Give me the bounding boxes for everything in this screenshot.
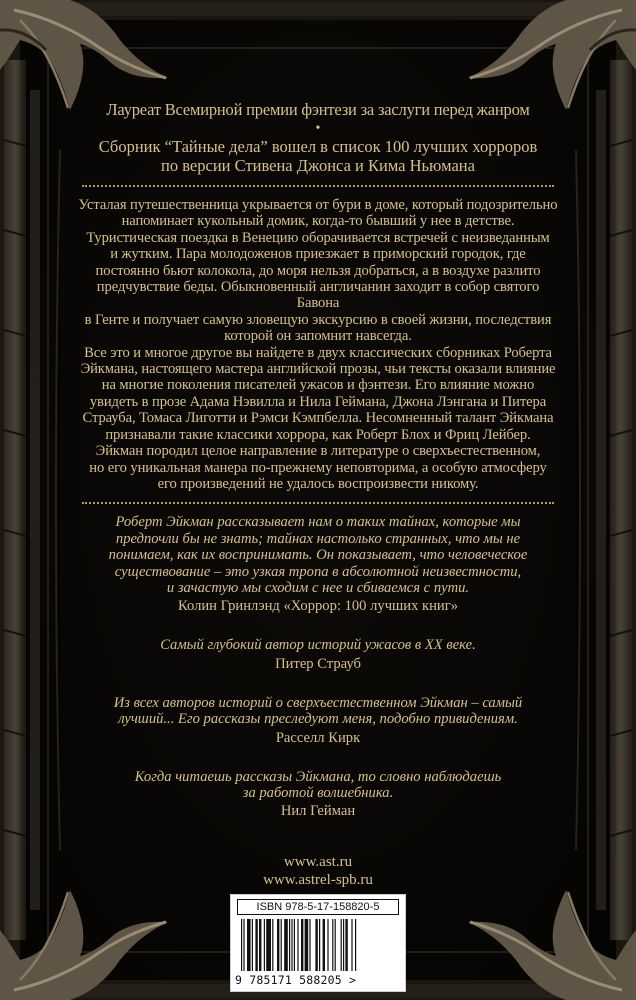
barcode-bar [341, 919, 342, 971]
barcode-bar [284, 919, 288, 971]
text-line: и жутким. Пара молодоженов приезжает в приморский городок, где [110, 246, 526, 263]
quote-line: существование – это узкая тропа в абсолютной неизвестности, [114, 563, 522, 580]
barcode-bar [301, 919, 303, 971]
quote-source: Колин Гринлэнд «Хоррор: 100 лучших книг» [177, 598, 459, 615]
quote-line: Когда читаешь рассказы Эйкмана, то словно наблюдаешь [134, 768, 502, 785]
quote-line: лучший... Его рассказы преследуют меня, подобно привидениям. [118, 711, 518, 728]
quote-line: за работой волшебника. [242, 784, 394, 801]
text-line: напоминает кукольный домик, когда-то бывший у нее в детстве. [121, 213, 515, 230]
award-line: Лауреат Всемирной премии фэнтези за заслуги перед жанром [106, 100, 530, 119]
barcode-panel [230, 894, 406, 992]
text-line: его произведений не удалось воспроизвести никому. [157, 475, 479, 492]
barcode-bar [289, 919, 290, 971]
barcode-bar [305, 919, 309, 971]
isbn-label: ISBN 978-5-17-158820-5 [237, 899, 399, 915]
quote-straub [78, 637, 558, 672]
quote-source: Расселл Кирк [275, 729, 361, 746]
barcode-bar [294, 919, 295, 971]
barcode-digits: 9 785171 588205 > [235, 973, 357, 987]
barcode-bar [291, 919, 292, 971]
top100-line-2: по версии Стивена Джонса и Кима Ньюмана [161, 156, 475, 175]
text-line: Страуба, Томаса Лиготти и Рэмси Кэмпбелла. Несомненный талант Эйкмана [82, 410, 554, 427]
description-paragraph-1 [78, 197, 558, 345]
dotted-divider [82, 502, 554, 504]
quote-line: и зачастую мы сходим с нее и сбиваемся с пути. [166, 579, 470, 596]
bullet-separator: • [315, 121, 321, 136]
barcode-bar [343, 919, 344, 971]
top100-line-1: Сборник “Тайные дела” вошел в список 100 лучших хорроров [98, 137, 538, 156]
text-line: на многие поколения писателей ужасов и фэнтези. Его влияние можно [101, 377, 535, 394]
quote-kirk [78, 695, 558, 747]
claw-bottom-left-icon [0, 880, 170, 1000]
text-line: Туристическая поездка в Венецию оборачивается встречей с неизведанным [86, 229, 550, 246]
quote-line: Самый глубокий автор историй ужасов в XX веке. [160, 637, 476, 654]
barcode-bar [297, 919, 298, 971]
quote-source: Питер Страуб [275, 655, 361, 672]
barcode-bar [243, 919, 244, 971]
text-line: Эйкмана, настоящего мастера английской прозы, чьи тексты оказали влияние [80, 361, 556, 378]
text-line: но его уникальная манера по-прежнему неповторима, а особую атмосферу [89, 459, 547, 476]
barcode-bar [272, 919, 273, 971]
quote-source: Нил Гейман [280, 803, 356, 820]
text-line: увидеть в прозе Адама Нэвилла и Нила Геймана, Джона Лэнгана и Питера [89, 393, 547, 410]
quote-greenland [78, 514, 558, 615]
barcode-bar [241, 919, 242, 971]
barcode-bar [319, 919, 320, 971]
text-line: Эйкман породил целое направление в литературе о сверхъестественном, [95, 443, 541, 460]
quote-line: Из всех авторов историй о сверхъестественном Эйкман – самый [113, 694, 523, 711]
barcode-bar [345, 919, 347, 971]
description-paragraph-2 [78, 345, 558, 493]
publisher-websites [0, 853, 636, 889]
barcode-bar [309, 919, 310, 971]
barcode-bar [266, 919, 271, 971]
barcode-bar [247, 919, 251, 971]
barcode-bar [323, 919, 325, 971]
quote-line: предпочли бы не знать; тайнах настолько странных, что мы не [115, 530, 521, 547]
barcode-bar [255, 919, 257, 971]
text-line: Все это и многое другое вы найдете в двух классических сборниках Роберта [84, 344, 552, 361]
right-bone-border [596, 60, 632, 940]
barcode-icon [239, 919, 399, 971]
claw-bottom-right-icon [466, 880, 636, 1000]
quote-line: Роберт Эйкман рассказывает нам о таких тайнах, которые мы [115, 514, 521, 531]
text-line: постоянно бьют колокола, до моря нельзя добраться, а в воздухе разлито [95, 262, 541, 279]
barcode-bar [264, 919, 265, 971]
dotted-divider [82, 185, 554, 187]
barcode-bar [351, 919, 352, 971]
text-line: признавали такие классики хоррора, как Роберт Блох и Фриц Лейбер. [105, 426, 531, 443]
text-line: Усталая путешественница укрывается от бури в доме, который подозрительно [78, 197, 558, 213]
text-line: которой он запомнит навсегда. [224, 328, 412, 345]
barcode-bar [315, 919, 317, 971]
quote-line: понимаем, как их воспринимать. Он показывает, что человеческое [108, 547, 528, 564]
barcode-bar [277, 919, 279, 971]
cover-text [78, 100, 558, 820]
barcode-bar [281, 919, 282, 971]
barcode-bar [332, 919, 333, 971]
barcode-bar [259, 919, 261, 971]
barcode-bar [327, 919, 328, 971]
website-link[interactable]: www.astrel-spb.ru [263, 872, 373, 888]
barcode-bar [355, 919, 356, 971]
barcode-bar [335, 919, 336, 971]
barcode-bar [252, 919, 253, 971]
text-line: в Генте и получает самую зловещую экскурсию в своей жизни, последствия [84, 311, 552, 328]
text-line: предчувствие беды. Обыкновенный англичанин заходит в собор святого Бавона [96, 279, 540, 312]
quote-gaiman [78, 769, 558, 821]
website-link[interactable]: www.ast.ru [283, 854, 353, 870]
left-bone-border [4, 60, 40, 940]
